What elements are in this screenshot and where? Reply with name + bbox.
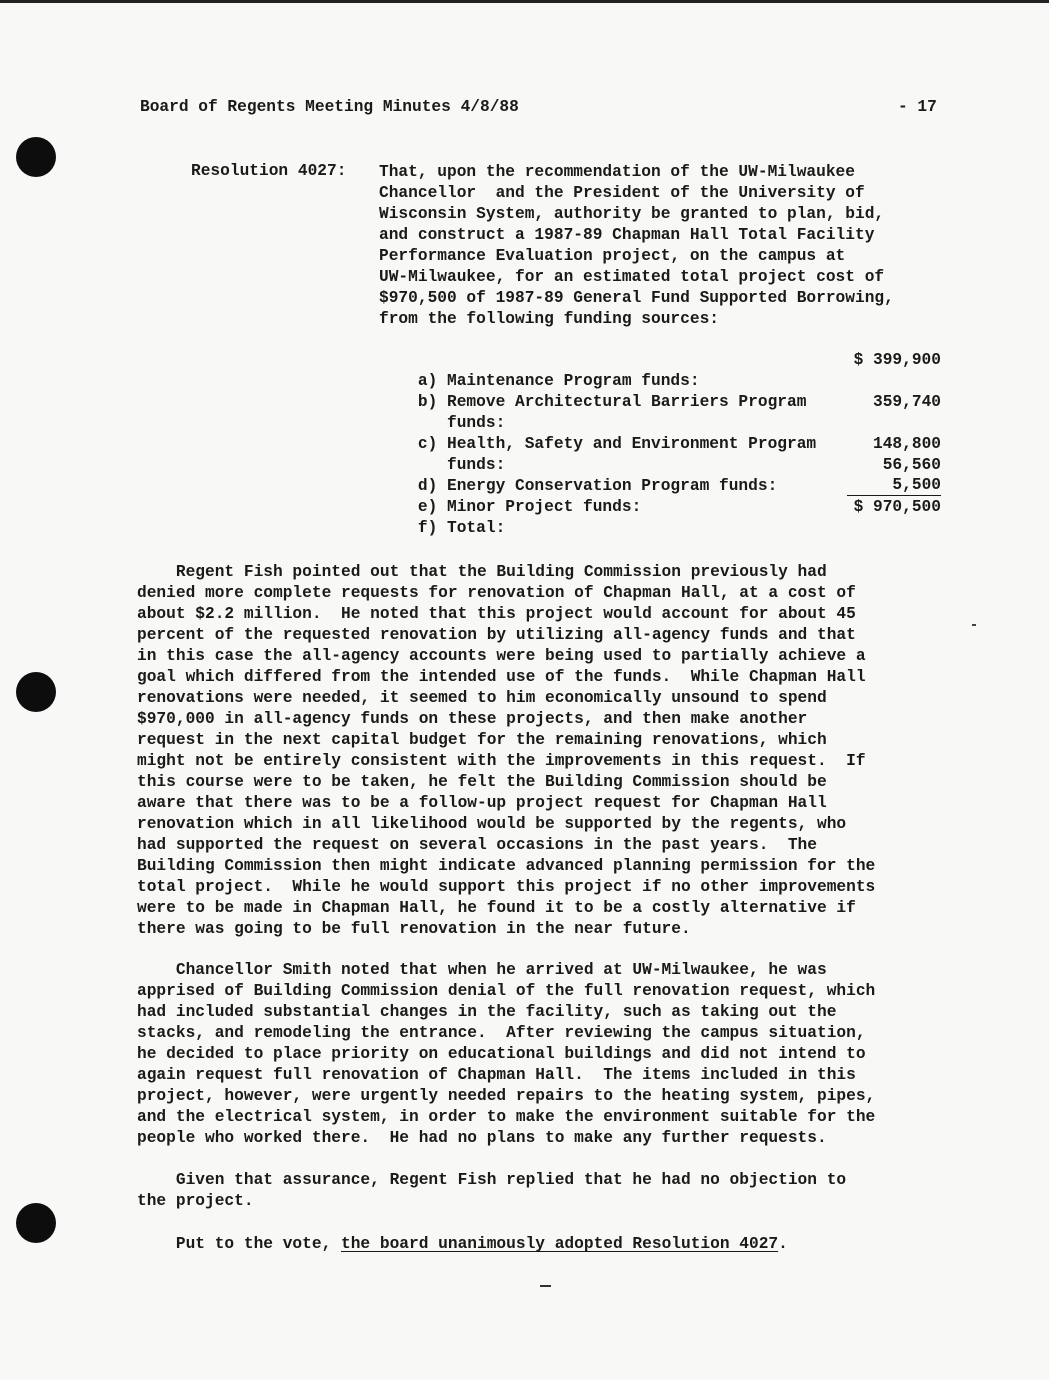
- funding-label: c) Health, Safety and Environment Program: [417, 435, 817, 453]
- text-line: denied more complete requests for renovation of Chapman Hall, at a cost of: [137, 584, 856, 602]
- text-line: request in the next capital budget for the remaining renovations, which: [137, 731, 827, 749]
- text-line: again request full renovation of Chapman Hall. The items included in this: [137, 1066, 856, 1084]
- text-line: and the electrical system, in order to make the environment suitable for the: [137, 1108, 876, 1126]
- text-line: renovation which in all likelihood would be supported by the regents, who: [137, 815, 847, 833]
- funding-item-total: [379, 497, 941, 537]
- funding-amount: 56,560: [882, 456, 941, 474]
- binder-hole-top: [16, 137, 56, 177]
- resolution-line: Performance Evaluation project, on the campus at: [379, 247, 846, 265]
- funding-item-maintenance: [379, 350, 941, 390]
- text-line: renovations were needed, it seemed to him economically unsound to spend: [137, 689, 827, 707]
- vote-outcome: the board unanimously adopted Resolution 4027: [341, 1235, 779, 1253]
- paragraph-chancellor-smith: [137, 960, 937, 1149]
- funding-label: d) Energy Conservation Program funds:: [417, 477, 778, 495]
- funding-total-amount: $ 970,500: [853, 498, 941, 516]
- text-line: percent of the requested renovation by utilizing all-agency funds and that: [137, 626, 856, 644]
- funding-label: funds:: [417, 414, 506, 432]
- text-line: had supported the request on several occasions in the past years. The: [137, 836, 817, 854]
- text-line: aware that there was to be a follow-up project request for Chapman Hall: [137, 794, 827, 812]
- resolution-line: UW-Milwaukee, for an estimated total project cost of: [379, 268, 885, 286]
- resolution-line: Wisconsin System, authority be granted to plan, bid,: [379, 205, 885, 223]
- text-line: people who worked there. He had no plans to make any further requests.: [137, 1129, 827, 1147]
- text-line: total project. While he would support this project if no other improvements: [137, 878, 876, 896]
- text-line: $970,000 in all-agency funds on these projects, and then make another: [137, 710, 808, 728]
- funding-amount: 148,800: [873, 435, 941, 453]
- page-dash-mark: [540, 1285, 551, 1287]
- funding-item-architectural-barriers-cont: [379, 392, 941, 432]
- text-line: the project.: [137, 1192, 254, 1210]
- text-line: goal which differed from the intended use of the funds. While Chapman Hall: [137, 668, 866, 686]
- text-line: he decided to place priority on educational buildings and did not intend to: [137, 1045, 866, 1063]
- resolution-label: Resolution 4027:: [191, 162, 347, 180]
- text-line: there was going to be full renovation in the near future.: [137, 920, 691, 938]
- page-number: - 17: [898, 98, 937, 116]
- funding-sources-list: [379, 350, 941, 537]
- funding-label: funds:: [417, 456, 506, 474]
- text-line: [137, 1234, 937, 1255]
- funding-label: e) Minor Project funds:: [417, 498, 642, 516]
- funding-label: f) Total:: [417, 519, 506, 537]
- page-top-edge: [0, 0, 1049, 3]
- text-line: project, however, were urgently needed repairs to the heating system, pipes,: [137, 1087, 876, 1105]
- text-line: were to be made in Chapman Hall, he found it to be a costly alternative if: [137, 899, 856, 917]
- resolution-line: and construct a 1987-89 Chapman Hall Total Facility: [379, 226, 875, 244]
- binder-hole-bottom: [16, 1203, 56, 1243]
- text-line: Chancellor Smith noted that when he arrived at UW-Milwaukee, he was: [137, 961, 827, 979]
- text-line: Regent Fish pointed out that the Building Commission previously had: [137, 563, 827, 581]
- vote-prefix: Put to the vote,: [137, 1235, 341, 1253]
- text-line: this course were to be taken, he felt the Building Commission should be: [137, 773, 827, 791]
- text-line: Given that assurance, Regent Fish replied that he had no objection to: [137, 1171, 847, 1189]
- resolution-line: Chancellor and the President of the University of: [379, 184, 865, 202]
- resolution-line: $970,500 of 1987-89 General Fund Supported Borrowing,: [379, 289, 894, 307]
- text-line: had included substantial changes in the facility, such as taking out the: [137, 1003, 837, 1021]
- text-line: stacks, and remodeling the entrance. After reviewing the campus situation,: [137, 1024, 866, 1042]
- scan-speck: [972, 624, 976, 626]
- paragraph-vote: [137, 1234, 937, 1255]
- funding-amount: 359,740: [873, 393, 941, 411]
- paragraph-regent-fish: [137, 562, 937, 940]
- text-line: Building Commission then might indicate advanced planning permission for the: [137, 857, 876, 875]
- text-line: might not be entirely consistent with the improvements in this request. If: [137, 752, 866, 770]
- funding-label: a) Maintenance Program funds:: [417, 372, 700, 390]
- vote-suffix: .: [778, 1235, 788, 1253]
- resolution-line: from the following funding sources:: [379, 310, 719, 328]
- funding-amount: 5,500: [847, 476, 941, 496]
- funding-label: b) Remove Architectural Barriers Program: [417, 393, 807, 411]
- paragraph-assurance: [137, 1170, 937, 1212]
- resolution-text: [379, 162, 949, 330]
- document-title: Board of Regents Meeting Minutes 4/8/88: [140, 98, 519, 116]
- funding-amount: $ 399,900: [853, 351, 941, 369]
- text-line: in this case the all-agency accounts were being used to partially achieve a: [137, 647, 866, 665]
- binder-hole-middle: [16, 672, 56, 712]
- resolution-line: That, upon the recommendation of the UW-Milwaukee: [379, 163, 855, 181]
- text-line: about $2.2 million. He noted that this project would account for about 45: [137, 605, 856, 623]
- text-line: apprised of Building Commission denial of the full renovation request, which: [137, 982, 876, 1000]
